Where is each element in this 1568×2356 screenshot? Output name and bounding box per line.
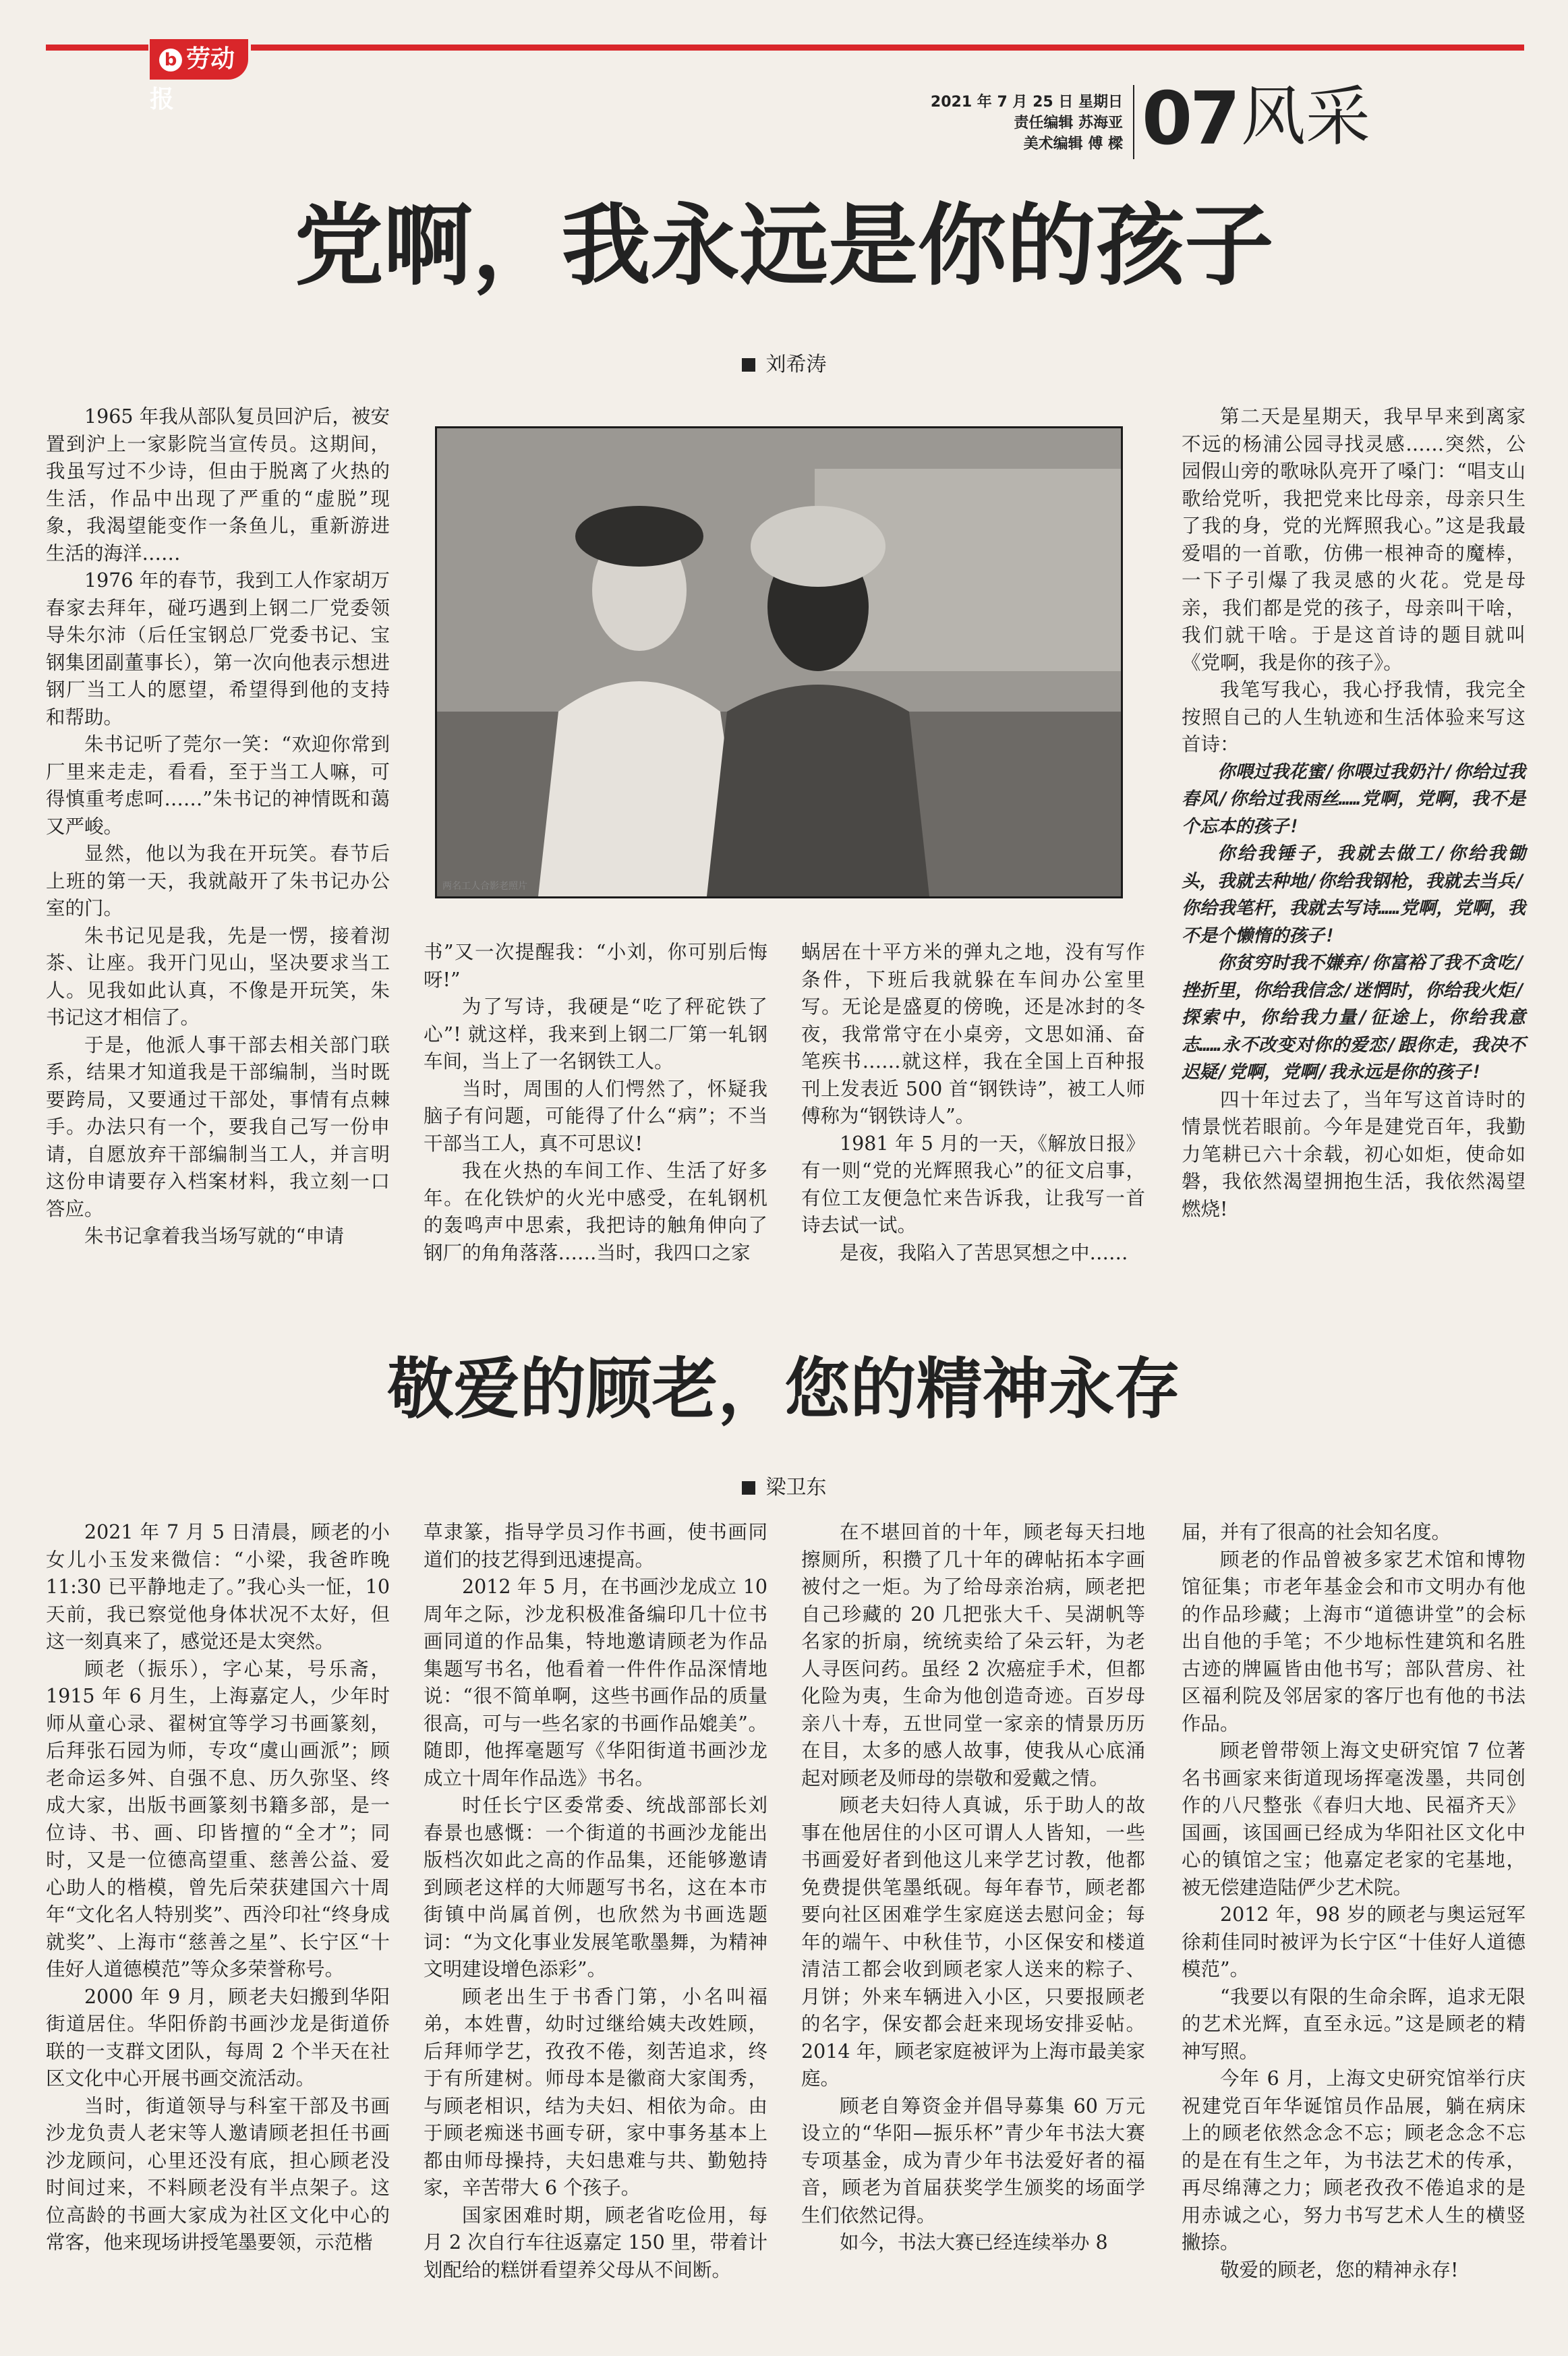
header-red-rule-right [251, 45, 1524, 51]
article2-author: 梁卫东 [765, 1476, 827, 1499]
paragraph: 顾老自筹资金并倡导募集 60 万元设立的“华阳—振乐杯”青少年书法大赛专项基金，成为青少年书法爱好者的福音，顾老为首届获奖学生颁奖的场面学生们依然记得。 [801, 2094, 1145, 2226]
paragraph: 当时，街道领导与科室干部及书画沙龙负责人老宋等人邀请顾老担任书画沙龙顾问，心里还没有底，担心顾老没时间过来，不料顾老没有半点架子。这位高龄的书画大家成为社区文化中心的常客，他来现场讲授笔墨要领，示范楷 [46, 2094, 390, 2253]
paragraph: 今年 6 月，上海文史研究馆举行庆祝建党百年华诞馆员作品展，躺在病床上的顾老依然念念不忘；顾老念念不忘的是在有生之年，为书法艺术的传承，再尽绵薄之力；顾老孜孜不倦追求的是用赤诚之心，努力书写艺术人生的横竖撇捺。 [1182, 2067, 1526, 2253]
article2-title: 敬爱的顾老，您的精神永存 [387, 1350, 1181, 1428]
byline-square-icon-2 [742, 1481, 755, 1495]
paragraph: 敬爱的顾老，您的精神永存! [1220, 2258, 1459, 2281]
header-divider [1133, 85, 1134, 159]
paragraph: 顾老出生于书香门第，小名叫福弟，本姓曹，幼时过继给姨夫改姓顾，后拜师学艺，孜孜不倦，刻苦追求，终于有所建树。师母本是徽商大家闺秀，与顾老相识，结为夫妇、相依为命。由于顾老痴迷书画专研，家中事务基本上都由师母操持，夫妇患难与共、勤勉持家，辛苦带大 6 个孩子。 [424, 1985, 767, 2199]
paragraph: 蜗居在十平方米的弹丸之地，没有写作条件，下班后我就躲在车间办公室里写。无论是盛夏的傍晚，还是冰封的冬夜，我常常守在小桌旁，文思如涌、奋笔疾书……就这样，我在全国上百种报刊上发表近 500 首“钢铁诗”，被工人师傅称为“钢铁诗人”。 [801, 941, 1145, 1127]
paragraph: 是夜，我陷入了苦思冥想之中…… [840, 1241, 1128, 1264]
paragraph: 1981 年 5 月的一天，《解放日报》有一则“党的光辉照我心”的征文启事，有位工友便急忙来告诉我，让我写一首诗去试一试。 [801, 1132, 1145, 1236]
article2-byline [0, 1470, 1568, 1500]
article1-column-3 [801, 939, 1145, 1267]
paragraph: 朱书记见是我，先是一愣，接着沏茶、让座。我开门见山，坚决要求当工人。见我如此认真，不像是开玩笑，朱书记这才相信了。 [46, 924, 390, 1029]
responsible-editor: 责任编辑 苏海亚 [1014, 115, 1123, 132]
paragraph: 届，并有了很高的社会知名度。 [1182, 1521, 1451, 1543]
byline-square-icon [742, 358, 755, 372]
paragraph: 书”又一次提醒我：“小刘，你可别后悔呀!” [424, 941, 767, 991]
paragraph: 草隶篆，指导学员习作书画，使书画同道们的技艺得到迅速提高。 [424, 1521, 767, 1571]
paragraph: 在不堪回首的十年，顾老每天扫地擦厕所，积攒了几十年的碑帖拓本字画被付之一炬。为了给母亲治病，顾老把自己珍藏的 20 几把张大千、吴湖帆等名家的折扇，统统卖给了朵云轩，为老人寻医问药。虽经 2 次癌症手术，但都化险为夷，生命为他创造奇迹。百岁母亲八十寿，五世同堂一家亲的情景历历在目，太多的感人故事，使我从心底涌起对顾老及师母的崇敬和爱戴之情。 [801, 1521, 1145, 1789]
paragraph: 顾老曾带领上海文史研究馆 7 位著名书画家来街道现场挥毫泼墨，共同创作的八尺整张《春归大地、民福齐天》国画，该国画已经成为华阳社区文化中心的镇馆之宝；他嘉定老家的宅基地，被无偿建造陆俨少艺术院。 [1182, 1740, 1526, 1899]
article1-title: 党啊，我永远是你的孩子 [294, 194, 1274, 298]
paragraph: 国家困难时期，顾老省吃俭用，每月 2 次自行车往返嘉定 150 里，带着计划配给的糕饼看望养父母从不间断。 [424, 2204, 767, 2281]
paragraph: 四十年过去了，当年写这首诗时的情景恍若眼前。今年是建党百年，我勤力笔耕已六十余载，初心如炬，使命如磐，我依然渴望拥抱生活，我依然渴望燃烧! [1182, 1088, 1526, 1220]
logo-text: 劳动报 [150, 45, 235, 113]
paragraph: 朱书记听了莞尔一笑：“欢迎你常到厂里来走走，看看，至于当工人嘛，可得慎重考虑呵……”朱书记的神情既和蔼又严峻。 [46, 733, 390, 838]
article1-author: 刘希涛 [765, 353, 827, 376]
page-number: 07 [1142, 77, 1238, 161]
article2-column-1 [46, 1519, 390, 2257]
header-info [883, 92, 1123, 154]
paragraph: 如今，书法大赛已经连续举办 8 [840, 2231, 1108, 2253]
workers-photo-icon [437, 428, 1121, 896]
paragraph: 顾老的作品曾被多家艺术馆和博物馆征集；市老年基金会和市文明办有他的作品珍藏；上海市“道德讲堂”的会标出自他的手笔；不少地标性建筑和名胜古迹的牌匾皆由他书写；部队营房、社区福利院及邻居家的客厅也有他的书法作品。 [1182, 1548, 1526, 1735]
paragraph: 1965 年我从部队复员回沪后，被安置到沪上一家影院当宣传员。这期间，我虽写过不少诗，但由于脱离了火热的生活，作品中出现了严重的“虚脱”现象，我渴望能变作一条鱼儿，重新游进生活的海洋…… [46, 405, 390, 565]
logo-mark-icon: b [159, 49, 182, 71]
art-editor: 美术编辑 傅 樑 [1023, 136, 1123, 152]
paragraph: 朱书记拿着我当场写就的“申请 [84, 1225, 345, 1247]
newspaper-logo[interactable] [150, 39, 248, 113]
photo-description: 两名工人合影老照片 [442, 881, 527, 892]
article1-photo [435, 426, 1123, 898]
paragraph: 2012 年，98 岁的顾老与奥运冠军徐莉佳同时被评为长宁区“十佳好人道德模范”。 [1182, 1903, 1526, 1980]
paragraph: 1976 年的春节，我到工人作家胡万春家去拜年，碰巧遇到上钢二厂党委领导朱尔沛（后任宝钢总厂党委书记、宝钢集团副董事长），第一次向他表示想进钢厂当工人的愿望，希望得到他的支持和帮助。 [46, 569, 390, 728]
paragraph: 顾老（振乐），字心某，号乐斋，1915 年 6 月生，上海嘉定人，少年时师从童心录、翟树宜等学习书画篆刻，后拜张石园为师，专攻“虞山画派”；顾老命运多舛、自强不息、历久弥坚、终成大家，出版书画篆刻书籍多部，是一位诗、书、画、印皆擅的“全才”；同时，又是一位德高望重、慈善公益、爱心助人的楷模，曾先后荣获建国六十周年“文化名人特别奖”、西泠印社“终身成就奖”、上海市“慈善之星”、长宁区“十佳好人道德模范”等众多荣誉称号。 [46, 1657, 390, 1980]
header-red-rule-left [46, 45, 148, 51]
paragraph: “我要以有限的生命余晖，追求无限的艺术光辉，直至永远。”这是顾老的精神写照。 [1182, 1985, 1526, 2063]
paragraph: 顾老夫妇待人真诚，乐于助人的故事在他居住的小区可谓人人皆知，一些书画爱好者到他这儿来学艺讨教，他都免费提供笔墨纸砚。每年春节，顾老都要向社区困难学生家庭送去慰问金；每年的端午、中秋佳节，小区保安和楼道清洁工都会收到顾老家人送来的粽子、月饼；外来车辆进入小区，只要报顾老的名字，保安都会赶来现场安排妥帖。2014 年，顾老家庭被评为上海市最美家庭。 [801, 1794, 1145, 2090]
issue-date: 2021 年 7 月 25 日 星期日 [930, 94, 1123, 111]
paragraph: 你喂过我花蜜/你喂过我奶汁/你给过我春风/你给过我雨丝……党啊，党啊，我不是个忘本的孩子! [1182, 761, 1526, 837]
poem-block [1182, 759, 1526, 1087]
article2-column-4 [1182, 1519, 1526, 2284]
article1-column-2 [424, 939, 767, 1267]
paragraph: 2021 年 7 月 5 日清晨，顾老的小女儿小玉发来微信：“小梁，我爸昨晚11:30 已平静地走了。”我心头一怔，10天前，我已察觉他身体状况不太好，但这一刻真来了，感觉还是太突然。 [46, 1521, 390, 1653]
article1-column-4 [1182, 403, 1526, 1223]
paragraph: 于是，他派人事干部去相关部门联系，结果才知道我是干部编制，当时既要跨局，又要通过干部处，事情有点棘手。办法只有一个，要我自己写一份申请，自愿放弃干部编制当工人，并言明这份申请要存入档案材料，我立刻一口答应。 [46, 1033, 390, 1220]
paragraph: 为了写诗，我硬是“吃了秤砣铁了心”! 就这样，我来到上钢二厂第一轧钢车间，当上了一名钢铁工人。 [424, 996, 767, 1072]
article1-column-1 [46, 403, 390, 1251]
paragraph: 时任长宁区委常委、统战部部长刘春景也感慨：一个街道的书画沙龙能出版档次如此之高的作品集，还能够邀请到顾老这样的大师题写书名，这在本市街镇中尚属首例，也欣然为书画选题词：“为文化事业发展笔歌墨舞，为精神文明建设增色添彩”。 [424, 1794, 767, 1980]
paragraph: 我笔写我心，我心抒我情，我完全按照自己的人生轨迹和生活体验来写这首诗： [1182, 679, 1526, 755]
paragraph: 你贫穷时我不嫌弃/你富裕了我不贪吃/挫折里，你给我信念/迷惘时，你给我火炬/探索中，你给我力量/征途上，你给我意志……永不改变对你的爱恋/跟你走，我决不迟疑/党啊，党啊/我永远是你的孩子! [1182, 952, 1526, 1083]
paragraph: 显然，他以为我在开玩笑。春节后上班的第一天，我就敲开了朱书记办公室的门。 [46, 842, 390, 919]
paragraph: 当时，周围的人们愕然了，怀疑我脑子有问题，可能得了什么“病”；不当干部当工人，真不可思议! [424, 1077, 767, 1155]
paragraph: 你给我锤子，我就去做工/你给我锄头，我就去种地/你给我钢枪，我就去当兵/你给我笔杆，我就去写诗……党啊，党啊，我不是个懒惰的孩子! [1182, 843, 1526, 946]
article1-byline [0, 347, 1568, 377]
article2-column-2 [424, 1519, 767, 2284]
paragraph: 我在火热的车间工作、生活了好多年。在化铁炉的火光中感受，在轧钢机的轰鸣声中思索，我把诗的触角伸向了钢厂的角角落落……当时，我四口之家 [424, 1159, 767, 1264]
article2-column-3 [801, 1519, 1145, 2257]
paragraph: 2012 年 5 月，在书画沙龙成立 10 周年之际，沙龙积极准备编印几十位书画同道的作品集，特地邀请顾老为作品集题写书名，他看着一件件作品深情地说：“很不简单啊，这些书画作品的质量很高，可与一些名家的书画作品媲美”。随即，他挥毫题写《华阳街道书画沙龙成立十周年作品选》书名。 [424, 1576, 767, 1789]
paragraph: 第二天是星期天，我早早来到离家不远的杨浦公园寻找灵感……突然，公园假山旁的歌咏队亮开了嗓门：“唱支山歌给党听，我把党来比母亲，母亲只生了我的身，党的光辉照我心。”这是我最爱唱的一首歌，仿佛一根神奇的魔棒，一下子引爆了我灵感的火花。党是母亲，我们都是党的孩子，母亲叫干啥，我们就干啥。于是这首诗的题目就叫《党啊，我是你的孩子》。 [1182, 405, 1526, 674]
paragraph: 2000 年 9 月，顾老夫妇搬到华阳街道居住。华阳侨韵书画沙龙是街道侨联的一支群文团队，每周 2 个半天在社区文化中心开展书画交流活动。 [46, 1985, 390, 2090]
page-section-name: 风采 [1241, 79, 1370, 154]
